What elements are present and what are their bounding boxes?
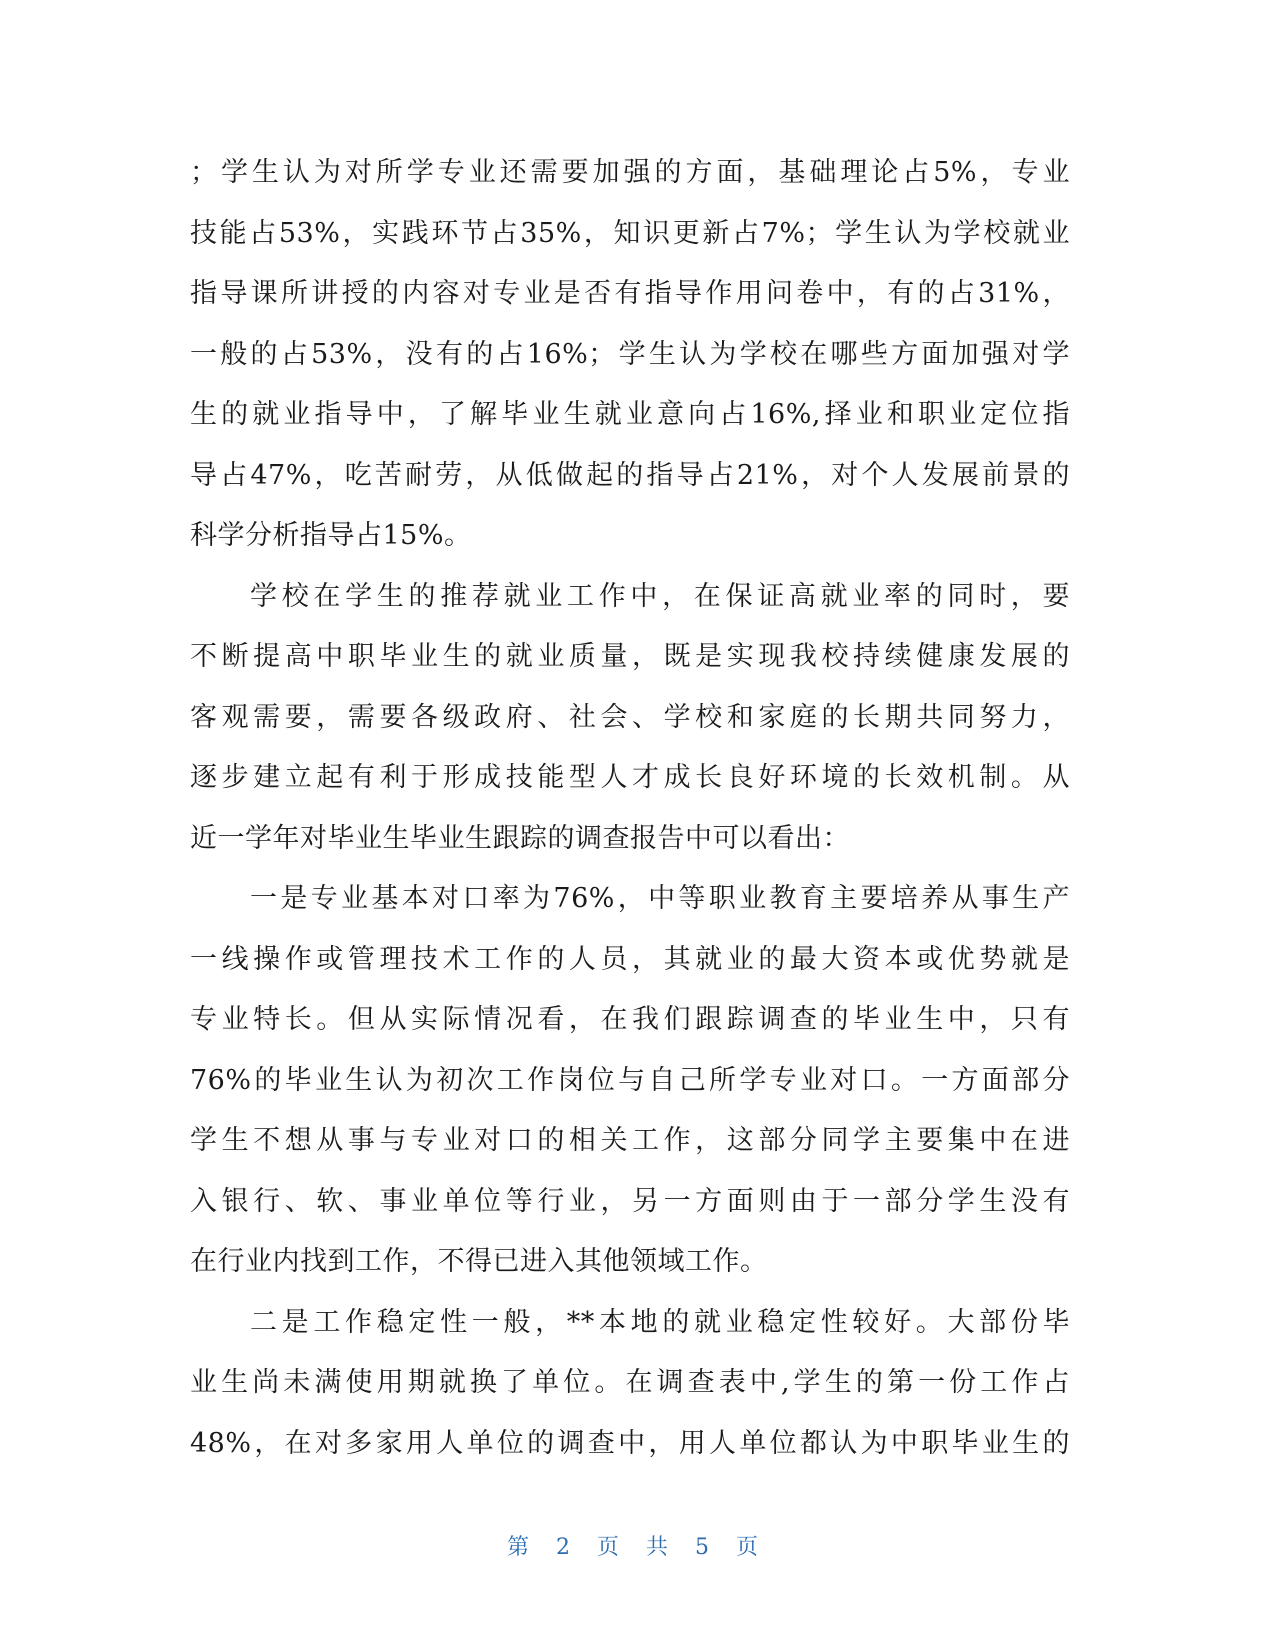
text-line: 科学分析指导占15%。 xyxy=(190,520,472,551)
text-line: 学生不想从事与专业对口的相关工作，这部分同学主要集中在进 xyxy=(190,1125,1070,1156)
text-line: 76%的毕业生认为初次工作岗位与自己所学专业对口。一方面部分 xyxy=(190,1064,1070,1096)
body-text xyxy=(190,143,1070,1474)
text-line: 客观需要，需要各级政府、社会、学校和家庭的长期共同努力， xyxy=(190,701,1070,733)
text-line: 在行业内找到工作，不得已进入其他领域工作。 xyxy=(190,1246,768,1277)
page-number-footer: 第 2 页 共 5 页 xyxy=(507,1535,768,1560)
text-line: 逐步建立起有利于形成技能型人才成长良好环境的长效机制。从 xyxy=(190,762,1070,793)
text-line: 48%，在对多家用人单位的调查中，用人单位都认为中职毕业生的 xyxy=(190,1427,1070,1459)
text-line: 一线操作或管理技术工作的人员，其就业的最大资本或优势就是 xyxy=(190,943,1070,975)
text-line: 不断提高中职毕业生的就业质量，既是实现我校持续健康发展的 xyxy=(190,641,1070,672)
text-line: 技能占53%，实践环节占35%，知识更新占7%；学生认为学校就业 xyxy=(190,217,1070,249)
text-line: 生的就业指导中，了解毕业生就业意向占16%,择业和职业定位指 xyxy=(190,399,1070,430)
text-line: 一是专业基本对口率为76%，中等职业教育主要培养从事生产 xyxy=(250,883,1070,914)
paragraph-4 xyxy=(190,1293,1070,1475)
text-line: 近一学年对毕业生毕业生跟踪的调查报告中可以看出： xyxy=(190,822,850,854)
text-line: 一般的占53%，没有的占16%；学生认为学校在哪些方面加强对学 xyxy=(190,338,1070,370)
text-line: 学校在学生的推荐就业工作中，在保证高就业率的同时，要 xyxy=(250,580,1070,612)
text-line: 二是工作稳定性一般，**本地的就业稳定性较好。大部份毕 xyxy=(250,1306,1070,1338)
paragraph-3 xyxy=(190,869,1070,1293)
text-line: 导占47%，吃苦耐劳，从低做起的指导占21%，对个人发展前景的 xyxy=(190,459,1070,491)
paragraph-2 xyxy=(190,567,1070,870)
text-line: 业生尚未满使用期就换了单位。在调查表中,学生的第一份工作占 xyxy=(190,1367,1070,1398)
text-line: 指导课所讲授的内容对专业是否有指导作用问卷中，有的占31%， xyxy=(190,278,1070,309)
text-line: 入银行、软、事业单位等行业，另一方面则由于一部分学生没有 xyxy=(190,1185,1070,1217)
text-line: 专业特长。但从实际情况看，在我们跟踪调查的毕业生中，只有 xyxy=(190,1004,1070,1035)
text-line: ；学生认为对所学专业还需要加强的方面，基础理论占5%，专业 xyxy=(190,157,1070,188)
paragraph-1 xyxy=(190,143,1070,567)
